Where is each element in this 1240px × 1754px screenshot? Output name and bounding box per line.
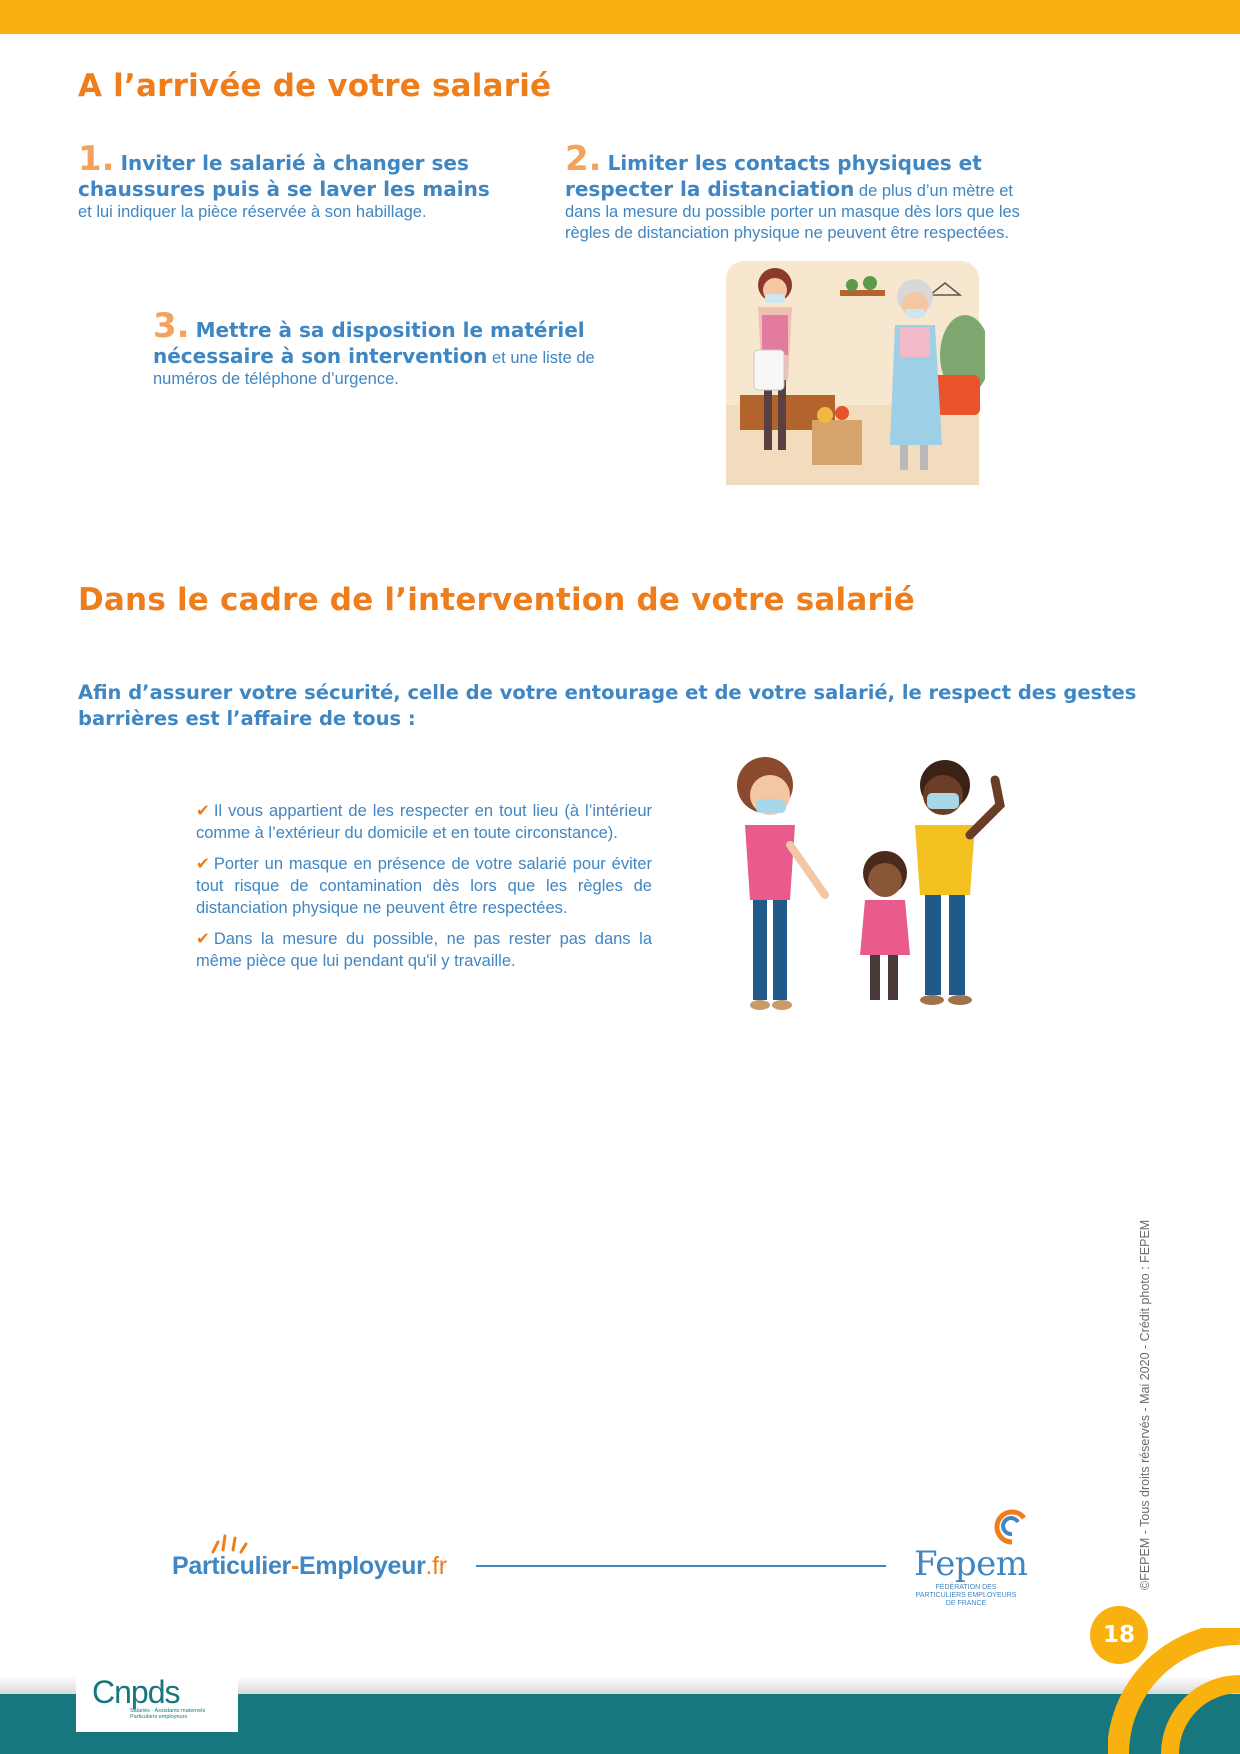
step-number: 2. <box>565 139 602 179</box>
step-heading: Limiter les contacts physiques et respecter la distanciation <box>565 151 982 201</box>
page-number: 18 <box>1090 1606 1148 1664</box>
intro-paragraph: Afin d’assurer votre sécurité, celle de votre entourage et de votre salarié, le respect des gestes barrières est l’affaire de tous : <box>78 681 1137 730</box>
particulier-employeur-logo <box>172 1538 452 1598</box>
step-3 <box>153 306 643 390</box>
step-heading: Mettre à sa disposition le matériel nécessaire à son intervention <box>153 318 585 368</box>
fepem-swirl-icon <box>992 1506 1028 1546</box>
cnpds-tagline: Salariés - Assistants maternels Particuliers employeurs <box>130 1708 206 1720</box>
step-number: 3. <box>153 306 190 346</box>
fepem-logo <box>908 1508 1028 1607</box>
sun-rays-icon <box>208 1532 248 1554</box>
step-1 <box>78 139 538 223</box>
fepem-subtitle: FÉDÉRATION DES PARTICULIERS EMPLOYEURS DE FRANCE <box>915 1584 1017 1607</box>
barrier-gestures-list <box>196 800 652 981</box>
list-item: ✔ Porter un masque en présence de votre salarié pour éviter tout risque de contamination dès lors que les règles de distanciation physique ne peuvent être respectées. <box>196 855 652 917</box>
section-title-intervention: Dans le cadre de l’intervention de votre salarié <box>78 582 916 618</box>
caregiver-room-illustration <box>720 255 985 490</box>
logo-wordmark: Particulier-Employeur.fr <box>172 1552 447 1580</box>
step-heading: Inviter le salarié à changer ses chaussures puis à se laver les mains <box>78 151 490 201</box>
fepem-wordmark: Fepem <box>914 1544 1028 1584</box>
step-text: de plus d’un mètre et dans la mesure du possible porter un masque dès lors que les règles de distanciation physique ne peuvent être respectées. <box>565 182 1020 242</box>
footer-divider <box>476 1565 886 1567</box>
step-2 <box>565 139 1025 244</box>
section-title-arrival: A l’arrivée de votre salarié <box>78 68 552 104</box>
check-icon: ✔ <box>196 930 210 948</box>
list-item: ✔ Il vous appartient de les respecter en tout lieu (à l’intérieur comme à l’extérieur du domicile et en toute circonstance). <box>196 802 652 842</box>
check-icon: ✔ <box>196 855 210 873</box>
cnpds-wordmark: Cnpds <box>92 1674 180 1710</box>
top-banner <box>0 0 1240 34</box>
step-number: 1. <box>78 139 115 179</box>
cnpds-logo <box>76 1666 238 1732</box>
step-text: et lui indiquer la pièce réservée à son habillage. <box>78 203 427 221</box>
step-text: et une liste de numéros de téléphone d’urgence. <box>153 349 595 388</box>
check-icon: ✔ <box>196 802 210 820</box>
corner-swirl-decoration <box>1108 1628 1240 1754</box>
copyright-credit: ©FEPEM - Tous droits réservés - Mai 2020 - Crédit photo : FEPEM <box>1138 1219 1152 1590</box>
list-item: ✔ Dans la mesure du possible, ne pas rester pas dans la même pièce que lui pendant qu'il y travaille. <box>196 930 652 970</box>
family-with-masks-illustration <box>720 755 1020 1025</box>
